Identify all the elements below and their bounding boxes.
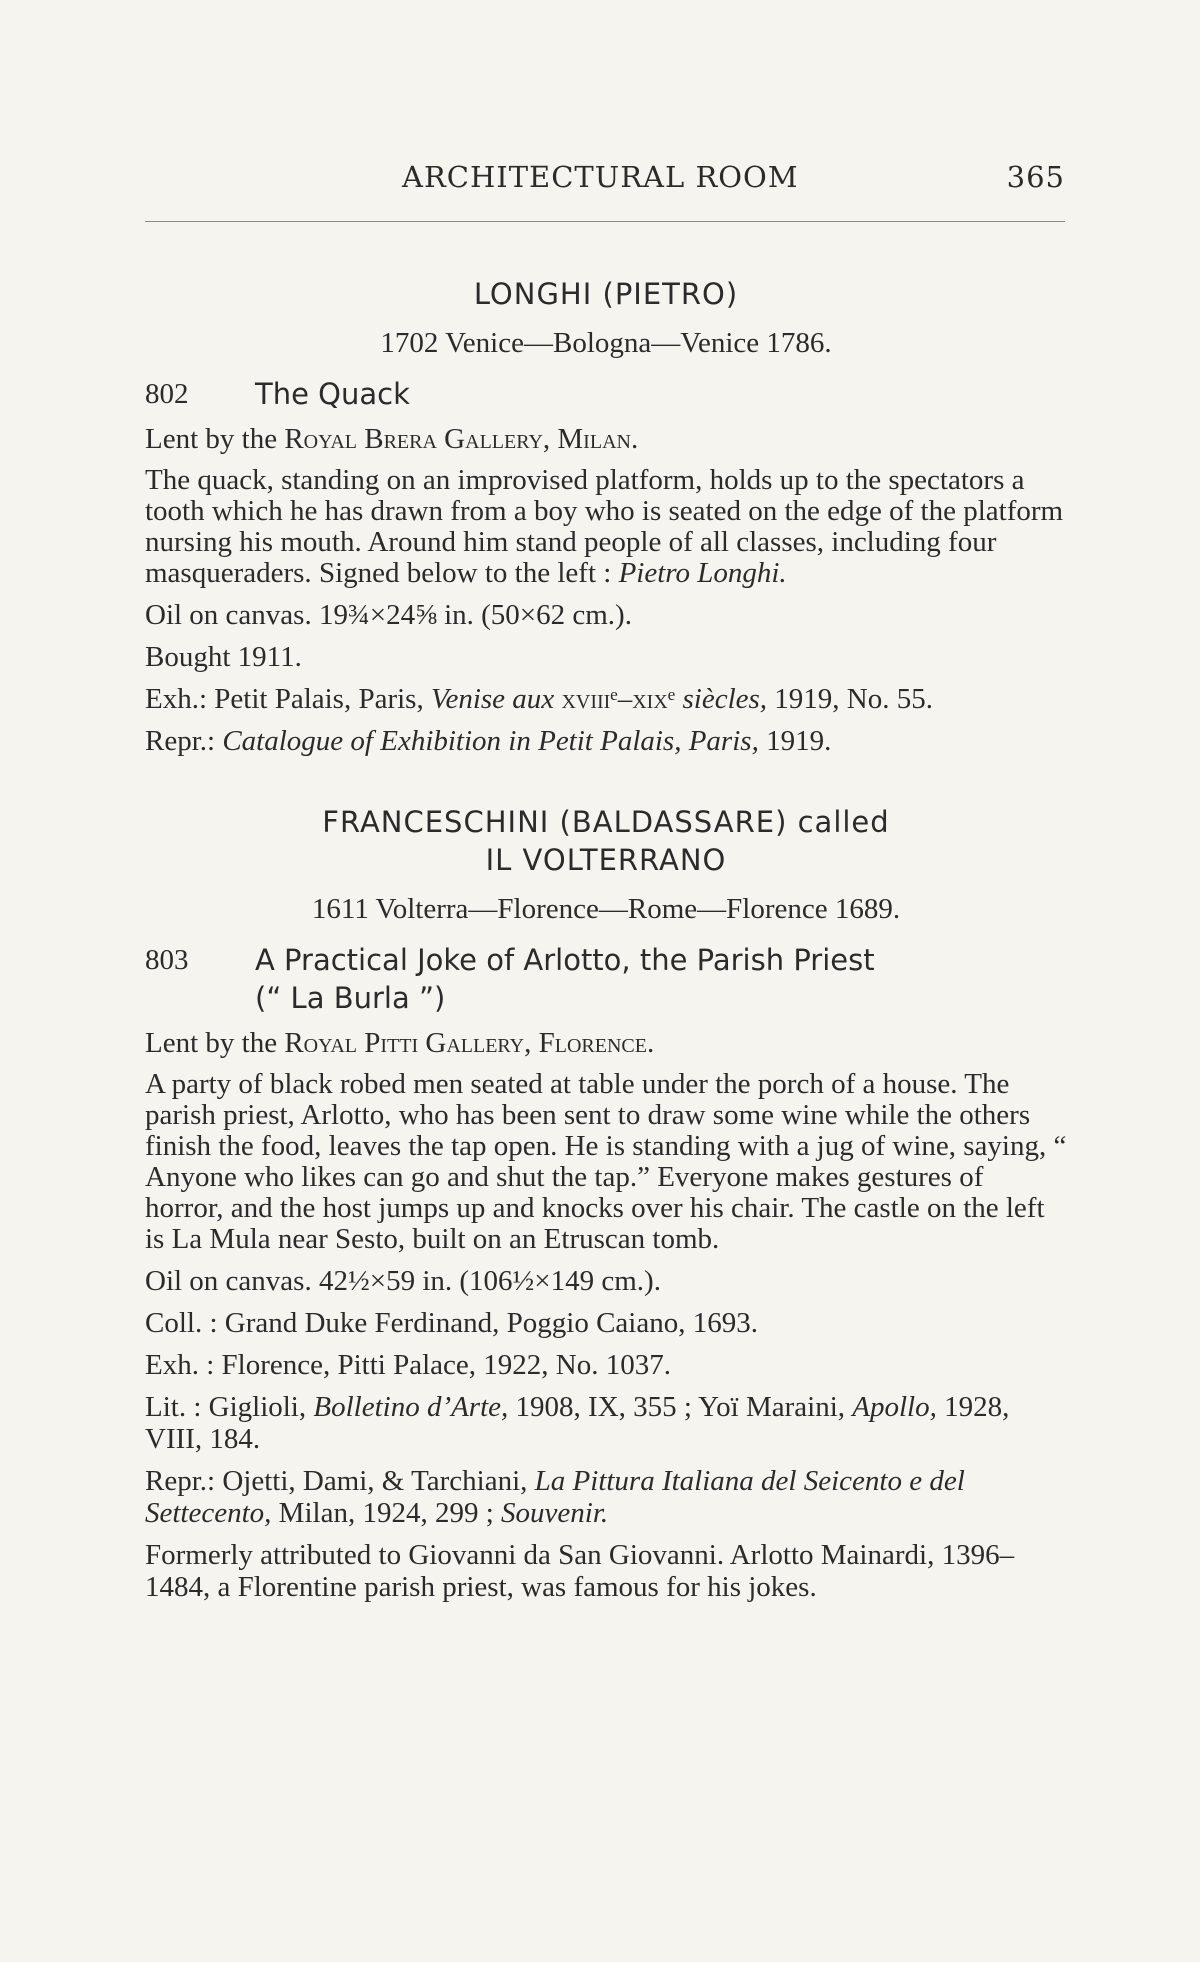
reproduction xyxy=(145,1465,1067,1529)
lit-prefix: Lit. : Giglioli, xyxy=(145,1391,307,1423)
lent-prefix: Lent by the xyxy=(145,423,278,455)
artist-dates: 1611 Volterra—Florence—Rome—Florence 1689. xyxy=(311,893,901,925)
repr-prefix: Repr.: Ojetti, Dami, & Tarchiani, xyxy=(145,1465,528,1497)
lit-title-2: Apollo, xyxy=(852,1391,937,1423)
collection: Coll. : Grand Duke Ferdinand, Poggio Caiano, 1693. xyxy=(145,1307,758,1339)
repr-title: Catalogue of Exhibition in Petit Palais, Paris, xyxy=(222,725,759,757)
description xyxy=(145,465,1067,589)
catalogue-number: 802 xyxy=(145,378,189,410)
entry-heading xyxy=(145,941,1067,1017)
exh-suffix: 1919, No. 55. xyxy=(774,683,933,715)
lender-line xyxy=(145,1027,1067,1059)
lender: Royal Brera Gallery, Milan. xyxy=(284,423,639,455)
description: A party of black robed men seated at table under the porch of a house. The parish priest, Arlotto, who has been sent to draw some wine while the others finish the food, leaves the tap open. He is standing with a jug of wine, saying, “ Anyone who likes can go and shut the tap.” Everyone makes gestures of horror, and the host jumps up and knocks over his chair. The castle on the left is La Mula near Sesto, built on an Etruscan tomb. xyxy=(145,1068,1067,1255)
painting-title-line2: (“ La Burla ”) xyxy=(255,981,446,1015)
lender: Royal Pitti Gallery, Florence. xyxy=(284,1027,655,1059)
section-title: ARCHITECTURAL ROOM xyxy=(402,160,799,194)
painting-title: The Quack xyxy=(255,377,410,411)
repr-mid: Milan, 1924, 299 ; xyxy=(278,1497,494,1529)
exhibition: Exh. : Florence, Pitti Palace, 1922, No. 1037. xyxy=(145,1349,671,1381)
lent-prefix: Lent by the xyxy=(145,1027,278,1059)
repr-year: 1919. xyxy=(766,725,832,757)
entry-heading xyxy=(145,375,1067,413)
repr-prefix: Repr.: xyxy=(145,725,216,757)
catalogue-number: 803 xyxy=(145,944,189,976)
exhibition xyxy=(145,683,1067,715)
artist-heading xyxy=(145,803,1067,879)
lit-title-1: Bolletino d’Arte, xyxy=(313,1391,509,1423)
header-rule xyxy=(145,221,1065,222)
painting-title xyxy=(255,941,875,1017)
repr-title-2: Souvenir. xyxy=(501,1497,609,1529)
artist-dates: 1702 Venice—Bologna—Venice 1786. xyxy=(380,327,832,359)
lit-mid: 1908, IX, 355 ; Yoï Maraini, xyxy=(515,1391,846,1423)
signature: Pietro Longhi. xyxy=(618,557,787,589)
artist-heading: LONGHI (PIETRO) xyxy=(473,277,739,311)
exh-title-b: siècles, xyxy=(682,683,768,715)
painting-title-line1: A Practical Joke of Arlotto, the Parish Priest xyxy=(255,943,875,977)
exh-prefix: Exh.: Petit Palais, Paris, xyxy=(145,683,424,715)
lit-suffix: 1928, VIII, 184. xyxy=(145,1391,1010,1455)
entry-803 xyxy=(145,803,1067,1603)
attribution-note: Formerly attributed to Giovanni da San Giovanni. Arlotto Mainardi, 1396–1484, a Florentine parish priest, was famous for his jokes. xyxy=(145,1539,1015,1603)
page-content xyxy=(145,275,1067,1603)
literature xyxy=(145,1391,1067,1455)
exh-centuries: xviiiᵉ–xixᵉ xyxy=(561,683,676,715)
reproduction xyxy=(145,725,1067,757)
medium: Oil on canvas. 42½×59 in. (106½×149 cm.). xyxy=(145,1265,661,1297)
entry-802 xyxy=(145,275,1067,757)
artist-heading-line2: IL VOLTERRANO xyxy=(485,843,727,877)
description-text: The quack, standing on an improvised platform, holds up to the spectators a tooth which he has drawn from a boy who is seated on the edge of the platform nursing his mouth. Around him stand people of all classes, including four masqueraders. xyxy=(145,464,1064,589)
signed-prefix: Signed below to the left : xyxy=(318,557,612,589)
lender-line xyxy=(145,423,1067,455)
page-number: 365 xyxy=(1006,160,1065,194)
acquisition: Bought 1911. xyxy=(145,641,302,673)
medium: Oil on canvas. 19¾×24⅝ in. (50×62 cm.). xyxy=(145,599,632,631)
artist-heading-line1: FRANCESCHINI (BALDASSARE) called xyxy=(322,805,890,839)
repr-title: La Pittura Italiana del Seicento e del Settecento, xyxy=(145,1465,965,1529)
exh-title-a: Venise aux xyxy=(430,683,555,715)
